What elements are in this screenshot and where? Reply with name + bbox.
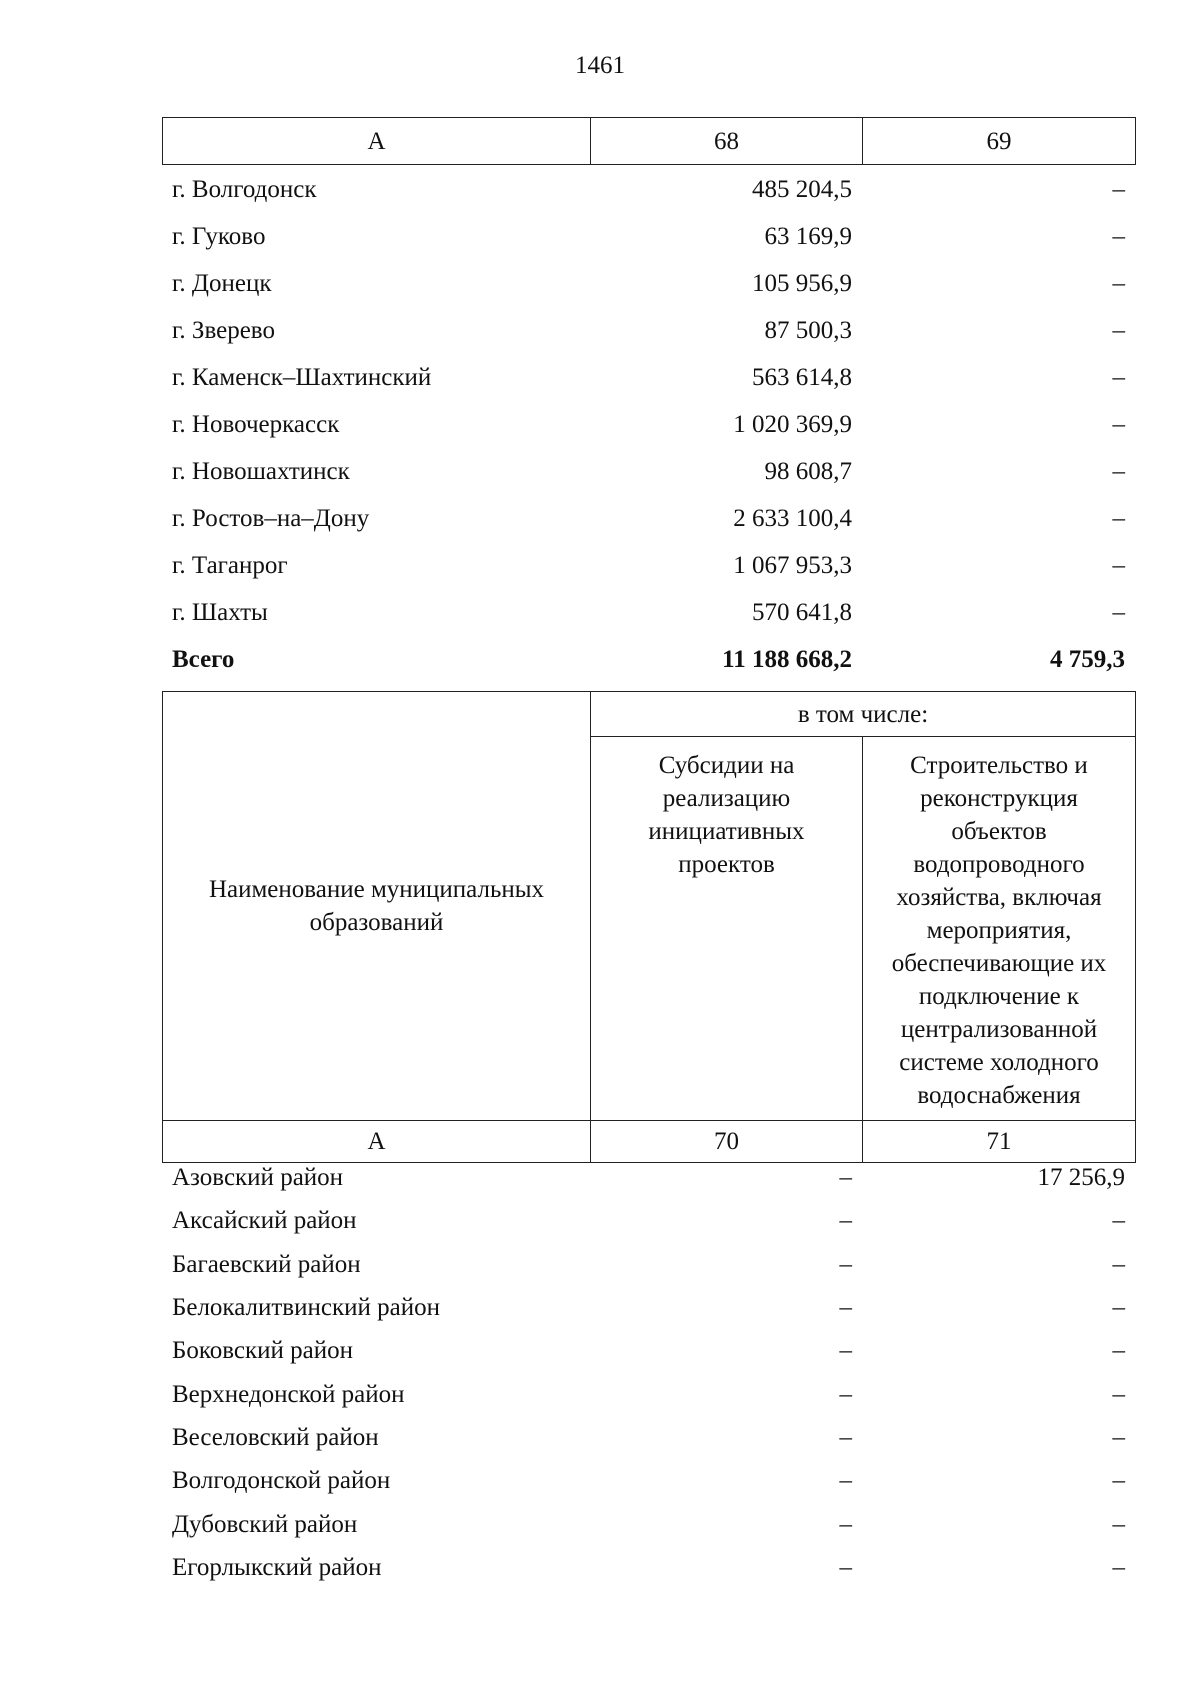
row-value-68: 485 204,5 xyxy=(752,176,852,203)
table-row xyxy=(162,1243,1135,1286)
row-value-69: – xyxy=(1112,223,1125,250)
row-value-70: – xyxy=(839,1294,852,1322)
row-value-69: – xyxy=(1112,364,1125,391)
table2-header-col70-title: Субсидии на реализацию инициативных проектов xyxy=(591,737,863,1121)
table2-header-name-col: Наименование муниципальных образований xyxy=(163,692,591,1121)
row-value-70: – xyxy=(839,1553,852,1581)
row-name: г. Новочеркасск xyxy=(172,411,340,438)
row-value-68: 1 020 369,9 xyxy=(733,411,852,438)
row-value-70: – xyxy=(839,1250,852,1278)
total-label: Всего xyxy=(172,646,235,673)
row-value-70: – xyxy=(839,1164,852,1192)
table2-header-num-70: 70 xyxy=(591,1121,863,1163)
row-value-69: – xyxy=(1112,458,1125,485)
row-value-71: 17 256,9 xyxy=(1037,1164,1125,1192)
row-value-69: – xyxy=(1112,176,1125,203)
row-name: г. Таганрог xyxy=(172,552,288,579)
row-name: г. Каменск–Шахтинский xyxy=(172,364,432,391)
total-value-69: 4 759,3 xyxy=(1050,646,1125,673)
table-row xyxy=(162,542,1135,589)
row-value-70: – xyxy=(839,1380,852,1408)
total-row xyxy=(162,636,1135,683)
row-name: г. Гуково xyxy=(172,223,266,250)
row-value-69: – xyxy=(1112,270,1125,297)
row-value-70: – xyxy=(839,1337,852,1365)
table-row xyxy=(162,166,1135,213)
table-row xyxy=(162,1502,1135,1545)
row-value-68: 98 608,7 xyxy=(764,458,852,485)
row-name: Аксайский район xyxy=(172,1207,357,1235)
row-name: г. Шахты xyxy=(172,599,268,626)
row-name: Дубовский район xyxy=(172,1510,358,1538)
row-name: г. Новошахтинск xyxy=(172,458,350,485)
table1-header-col-68: 68 xyxy=(591,118,863,165)
table-row xyxy=(162,354,1135,401)
row-value-69: – xyxy=(1112,599,1125,626)
row-value-71: – xyxy=(1112,1380,1125,1408)
row-name: г. Зверево xyxy=(172,317,275,344)
page-number: 1461 xyxy=(575,52,625,79)
row-value-71: – xyxy=(1112,1337,1125,1365)
row-value-68: 570 641,8 xyxy=(752,599,852,626)
row-name: Азовский район xyxy=(172,1164,344,1192)
table-row xyxy=(162,589,1135,636)
table-row xyxy=(162,1459,1135,1502)
table-row xyxy=(162,213,1135,260)
row-value-68: 87 500,3 xyxy=(764,317,852,344)
row-value-71: – xyxy=(1112,1553,1125,1581)
row-value-69: – xyxy=(1112,411,1125,438)
row-name: г. Волгодонск xyxy=(172,176,317,203)
table2-body xyxy=(162,1156,1135,1589)
row-name: Багаевский район xyxy=(172,1250,361,1278)
table-row xyxy=(162,307,1135,354)
row-value-71: – xyxy=(1112,1423,1125,1451)
table2-header-group: в том числе: xyxy=(591,692,1136,737)
row-value-71: – xyxy=(1112,1510,1125,1538)
row-value-71: – xyxy=(1112,1294,1125,1322)
table-row xyxy=(162,1286,1135,1329)
row-value-69: – xyxy=(1112,317,1125,344)
table-row xyxy=(162,1546,1135,1589)
row-value-68: 105 956,9 xyxy=(752,270,852,297)
table-row xyxy=(162,495,1135,542)
row-name: г. Ростов–на–Дону xyxy=(172,505,370,532)
table-row xyxy=(162,401,1135,448)
table2-header-num-a: А xyxy=(163,1121,591,1163)
row-value-68: 2 633 100,4 xyxy=(733,505,852,532)
row-value-68: 1 067 953,3 xyxy=(733,552,852,579)
table2-header-col71-title: Строительство и реконструкция объектов водопроводного хозяйства, включая мероприятия, обеспечивающие их подключение к централизованной системе холодного водоснабжения xyxy=(863,737,1136,1121)
table2-header xyxy=(162,691,1136,1163)
table2-header-group-row xyxy=(163,692,1136,737)
row-value-70: – xyxy=(839,1423,852,1451)
table1-header-col-69: 69 xyxy=(863,118,1136,165)
row-name: Верхнедонской район xyxy=(172,1380,405,1408)
table-row xyxy=(162,1372,1135,1415)
table-row xyxy=(162,1199,1135,1242)
row-name: Веселовский район xyxy=(172,1423,379,1451)
row-value-71: – xyxy=(1112,1467,1125,1495)
table1-body xyxy=(162,166,1135,683)
table1-header xyxy=(162,117,1136,165)
table1-header-row xyxy=(163,118,1136,165)
row-value-69: – xyxy=(1112,505,1125,532)
table1-header-col-a: А xyxy=(163,118,591,165)
row-name: Волгодонской район xyxy=(172,1467,391,1495)
row-value-71: – xyxy=(1112,1250,1125,1278)
table-row xyxy=(162,1329,1135,1372)
row-value-68: 563 614,8 xyxy=(752,364,852,391)
row-value-70: – xyxy=(839,1510,852,1538)
row-name: Боковский район xyxy=(172,1337,353,1365)
row-value-68: 63 169,9 xyxy=(764,223,852,250)
table-row xyxy=(162,1416,1135,1459)
table-row xyxy=(162,260,1135,307)
row-value-70: – xyxy=(839,1467,852,1495)
table-row xyxy=(162,448,1135,495)
row-name: Егорлыкский район xyxy=(172,1553,382,1581)
row-name: Белокалитвинский район xyxy=(172,1294,440,1322)
row-value-69: – xyxy=(1112,552,1125,579)
row-name: г. Донецк xyxy=(172,270,272,297)
row-value-71: – xyxy=(1112,1207,1125,1235)
table-row xyxy=(162,1156,1135,1199)
table2-header-num-71: 71 xyxy=(863,1121,1136,1163)
row-value-70: – xyxy=(839,1207,852,1235)
total-value-68: 11 188 668,2 xyxy=(722,646,852,673)
